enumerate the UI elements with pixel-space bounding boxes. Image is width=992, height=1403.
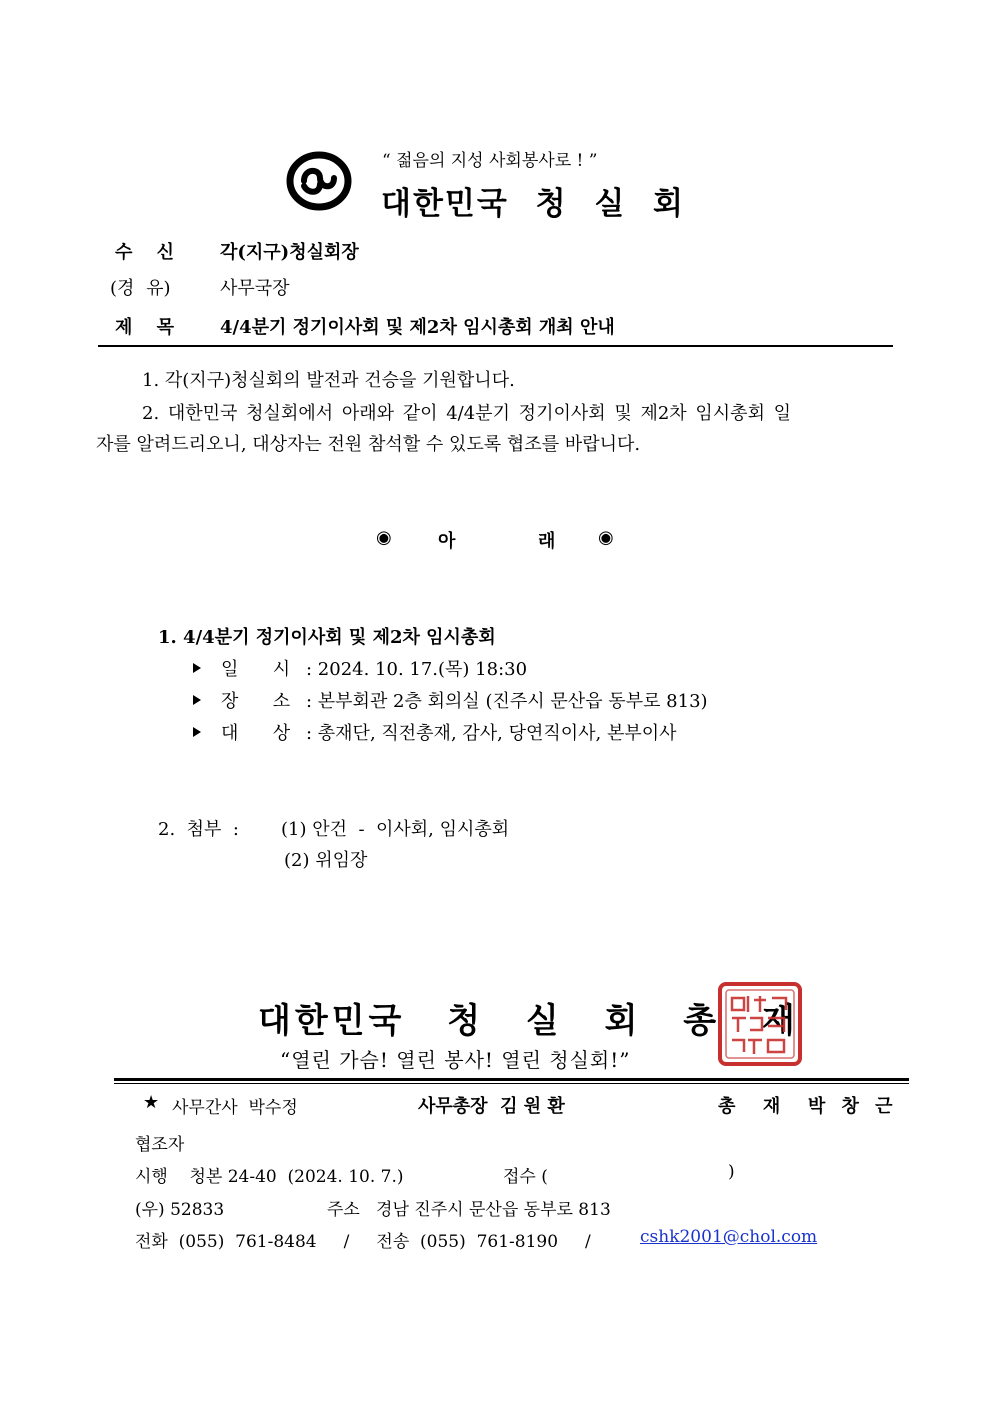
cooperator-label: 협조자 — [135, 1135, 185, 1155]
subject-label: 제 목 — [115, 317, 175, 338]
detail-label: 일 시 — [221, 659, 291, 680]
notice-mark-left: ◉ — [376, 527, 392, 548]
secretary-name: 사무총장 김 원 환 — [418, 1096, 565, 1117]
slogan: “ 젊음의 지성 사회봉사로 ! ” — [382, 151, 598, 171]
header-divider — [98, 345, 893, 347]
via-label: (경 유) — [110, 278, 171, 299]
detail-row — [193, 687, 290, 713]
via-value: 사무국장 — [220, 278, 290, 299]
detail-row — [193, 655, 290, 681]
footer-divider-thick — [114, 1078, 909, 1081]
receipt-label: 접수 ( — [503, 1167, 548, 1187]
attachment-1: (1) 안건 - 이사회, 임시총회 — [281, 819, 510, 840]
notice-heading-right: 래 — [538, 531, 556, 552]
detail-label: 장 소 — [221, 691, 291, 712]
triangle-bullet-icon — [193, 695, 201, 705]
recipient-value: 각(지구)청실회장 — [220, 242, 359, 263]
detail-value: : 본부회관 2층 회의실 (진주시 문산읍 동부로 813) — [306, 691, 708, 712]
triangle-bullet-icon — [193, 663, 201, 673]
organization-logo-icon — [286, 150, 352, 212]
president-name: 총 재 박 창 근 — [718, 1096, 898, 1117]
motto: “열린 가슴! 열린 봉사! 열린 청실회!” — [280, 1048, 631, 1072]
star-icon: ★ — [143, 1092, 160, 1113]
email-link[interactable]: cshk2001@chol.com — [640, 1227, 818, 1247]
detail-label: 대 상 — [221, 723, 291, 744]
attachment-2: (2) 위임장 — [284, 850, 368, 871]
subject-value: 4/4분기 정기이사회 및 제2차 임시총회 개최 안내 — [220, 317, 615, 338]
detail-value: : 2024. 10. 17.(목) 18:30 — [306, 659, 528, 680]
receipt-close: ) — [728, 1162, 735, 1182]
address: 주소 경남 진주시 문산읍 동부로 813 — [327, 1200, 611, 1220]
footer-divider-thin — [114, 1083, 909, 1084]
paragraph-1: 1. 각(지구)청실회의 발전과 건승을 기원합니다. — [142, 370, 515, 391]
zip-code: (우) 52833 — [135, 1200, 225, 1220]
triangle-bullet-icon — [193, 727, 201, 737]
seal-stamp-icon — [718, 982, 802, 1066]
issuer-name: 대한민국 청 실 회 총 재 — [258, 1001, 799, 1041]
item-1-title: 1. 4/4분기 정기이사회 및 제2차 임시총회 — [158, 627, 496, 648]
notice-heading-left: 아 — [438, 531, 456, 552]
issue-number: 시행 청본 24-40 (2024. 10. 7.) — [135, 1167, 404, 1187]
staff-name: 사무간사 박수정 — [172, 1098, 298, 1118]
official-seal — [718, 982, 802, 1066]
notice-mark-right: ◉ — [598, 527, 614, 548]
contact-phone-fax: 전화 (055) 761-8484 / 전송 (055) 761-8190 / — [135, 1232, 591, 1252]
logo — [286, 150, 352, 212]
recipient-label: 수 신 — [115, 242, 175, 263]
organization-title: 대한민국 청 실 회 — [381, 186, 685, 222]
item-2-label: 2. 첨부 : — [158, 819, 239, 840]
detail-row — [193, 719, 290, 745]
paragraph-2-line-2: 자를 알려드리오니, 대상자는 전원 참석할 수 있도록 협조를 바랍니다. — [96, 434, 641, 455]
detail-value: : 총재단, 직전총재, 감사, 당연직이사, 본부이사 — [306, 723, 677, 744]
paragraph-2-line-1: 2. 대한민국 청실회에서 아래와 같이 4/4분기 정기이사회 및 제2차 임시총회 일 — [142, 403, 792, 424]
